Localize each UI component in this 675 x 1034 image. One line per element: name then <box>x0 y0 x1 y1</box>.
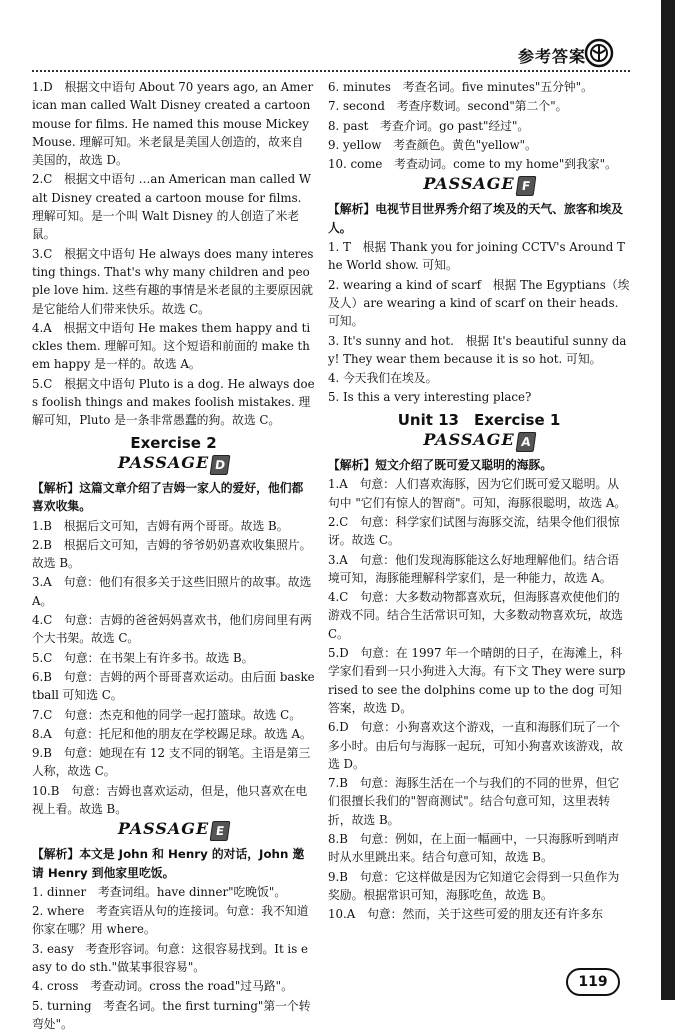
page-number: 119 <box>566 968 620 996</box>
answer-item: 5.C 根据文中语句 Pluto is a dog. He always does foolish things and makes foolish mistakes. 理解可知，Pluto 是一条非常愚蠢的狗。故选 C。 <box>32 376 315 428</box>
answer-item: 2.C 句意：科学家们试图与海豚交流，结果令他们很惊讶。故选 C。 <box>328 514 620 548</box>
answer-item: 6. minutes 考查名词。five minutes"五分钟"。 <box>328 80 593 94</box>
passage-d-heading <box>32 454 315 476</box>
answer-item: 4.C 句意：大多数动物都喜欢玩，但海豚喜欢使他们的游戏不同。结合生活常识可知，大多数动物喜欢玩，故选 C。 <box>328 590 623 641</box>
passage-word: PASSAGE <box>117 819 210 839</box>
answer-item: 4.C 句意：吉姆的爸爸妈妈喜欢书，他们房间里有两个大书架。故选 C。 <box>32 613 312 646</box>
exercise-2-heading: Exercise 2 <box>130 433 217 452</box>
analysis-text: 【解析】这篇文章介绍了吉姆一家人的爱好，他们都喜欢收集。 <box>32 480 304 514</box>
answer-item: 5.D 句意：在 1997 年一个晴朗的日子，在海滩上，科学家们看到一只小狗进入大海。有下文 They were surprised to see the dolphins come up to the dog 可知答案，故选 D。 <box>328 646 626 715</box>
answer-item: 1. dinner 考查词组。have dinner"吃晚饭"。 <box>32 884 287 899</box>
passage-word: PASSAGE <box>423 174 515 194</box>
right-column <box>328 78 630 924</box>
answer-item: 3.A 句意：他们有很多关于这些旧照片的故事。故选 A。 <box>32 575 312 608</box>
answer-item: 6.B 句意：吉姆的两个哥哥喜欢运动。由后面 basketball 可知选 C。 <box>32 669 315 703</box>
answer-item: 3. easy 考查形容词。句意：这很容易找到。It is easy to do sth."做某事很容易"。 <box>32 941 308 975</box>
analysis-text: 【解析】短文介绍了既可爱又聪明的海豚。 <box>328 458 553 473</box>
answer-item: 9.B 句意：她现在有 12 支不同的钢笔。主语是第三人称，故选 C。 <box>32 746 311 779</box>
answer-item: 5. Is this a very interesting place? <box>328 390 532 405</box>
page-spine <box>661 0 675 1000</box>
answer-item: 7. second 考查序数词。second"第二个"。 <box>328 99 568 114</box>
answer-item: 2.B 根据后文可知，吉姆的爷爷奶奶喜欢收集照片。故选 B。 <box>32 537 312 571</box>
answer-item: 1.B 根据后文可知，吉姆有两个哥哥。故选 B。 <box>32 518 289 533</box>
analysis-note <box>328 456 630 474</box>
passage-e-heading <box>32 820 315 842</box>
answer-item: 7.B 句意：海豚生活在一个与我们的不同的世界，但它们很擅长我们的"智商测试"。结合句意可知，这里表转折，故选 B。 <box>328 776 620 827</box>
analysis-note <box>32 479 315 516</box>
analysis-text: 【解析】本文是 John 和 Henry 的对话，John 邀请 Henry 到他家里吃饭。 <box>32 847 305 880</box>
answer-item: 5. turning 考查名词。the first turning"第一个转弯处"。 <box>32 998 311 1031</box>
passage-letter-badge: D <box>210 455 231 475</box>
answer-item: 4.A 根据文中语句 He makes them happy and tickles them. 理解可知。这个短语和前面的 make them happy 是一样的。故选 A。 <box>32 320 311 372</box>
answer-item: 3. It's sunny and hot. 根据 It's beautiful sunny day! They wear them because it is so hot. 可知。 <box>328 333 627 366</box>
answer-item: 8.B 句意：例如，在上面一幅画中，一只海豚听到哨声时从水里跳出来。结合句意可知，故选 B。 <box>328 831 620 865</box>
answer-item: 10. come 考查动词。come to my home"到我家"。 <box>328 157 617 172</box>
passage-a-heading <box>328 431 630 453</box>
header-rule <box>32 70 630 72</box>
answer-item: 8. past 考查介词。go past"经过"。 <box>328 118 530 133</box>
passage-word: PASSAGE <box>117 452 210 472</box>
answer-item: 9.B 句意：它这样做是因为它知道它会得到一只鱼作为奖励。根据常识可知，海豚吃鱼，故选 B。 <box>328 869 620 902</box>
answer-item: 2. where 考查宾语从句的连接词。句意：我不知道你家在哪？用 where。 <box>32 904 309 937</box>
answer-item: 4. 今天我们在埃及。 <box>328 371 438 386</box>
header-title: 参考答案 <box>518 47 587 66</box>
answer-item: 8.A 句意：托尼和他的朋友在学校踢足球。故选 A。 <box>32 726 312 741</box>
passage-word: PASSAGE <box>423 430 515 450</box>
passage-letter-badge: E <box>210 821 231 841</box>
answer-item: 1.A 句意：人们喜欢海豚，因为它们既可爱又聪明。从句中 "它们有惊人的智商"。可知，海豚很聪明，故选 A。 <box>328 477 627 510</box>
answer-item: 1. T 根据 Thank you for joining CCTV's Around The World show. 可知。 <box>328 240 625 273</box>
answer-item: 2. wearing a kind of scarf 根据 The Egyptians（埃及人）are wearing a kind of scarf on their heads. 可知。 <box>328 277 630 329</box>
answer-item: 4. cross 考查动词。cross the road"过马路"。 <box>32 979 293 994</box>
analysis-note <box>32 845 315 882</box>
left-column <box>32 78 315 1034</box>
answer-item: 7.C 句意：杰克和他的同学一起打篮球。故选 C。 <box>32 707 301 722</box>
answer-item: 6.D 句意：小狗喜欢这个游戏，一直和海豚们玩了一个多小时。由后句与海豚一起玩，可知小狗喜欢该游戏，故选 D。 <box>328 720 623 771</box>
analysis-text: 【解析】电视节目世界秀介绍了埃及的天气、旅客和埃及人。 <box>328 202 623 235</box>
answer-item: 5.C 句意：在书架上有许多书。故选 B。 <box>32 650 254 665</box>
answer-item: 1.D 根据文中语句 About 70 years ago, an American man called Walt Disney created a cartoon mouse for films. He named this mouse Mickey Mouse. 理解可知。米老鼠是美国人创造的，故来自美国的，故选 D。 <box>32 80 314 168</box>
emblem-icon <box>584 38 614 68</box>
answer-item: 10.A 句意：然而，关于这些可爱的朋友还有许多东 <box>328 907 604 922</box>
passage-f-heading <box>328 175 630 197</box>
passage-letter-badge: A <box>515 432 536 452</box>
answer-item: 2.C 根据文中语句 …an American man called Walt Disney created a cartoon mouse for films. 理解可知。是一个叫 Walt Disney 的人创造了米老鼠。 <box>32 172 312 242</box>
answer-item: 3.C 根据文中语句 He always does many interesting things. That's why many children and people love him. 这些有趣的事情是米老鼠的主要原因就是它能给人们带来快乐。故选 C。 <box>32 246 314 316</box>
answer-item: 10.B 句意：吉姆也喜欢运动，但是，他只喜欢在电视上看。故选 B。 <box>32 783 308 816</box>
passage-letter-badge: F <box>515 176 536 196</box>
unit-13-heading: Unit 13 Exercise 1 <box>397 410 561 429</box>
answer-item: 3.A 句意：他们发现海豚能这么好地理解他们。结合语境可知，海豚能理解科学家们，是一种能力，故选 A。 <box>328 552 620 585</box>
answer-item: 9. yellow 考查颜色。黄色"yellow"。 <box>328 137 537 152</box>
analysis-note <box>328 200 630 237</box>
